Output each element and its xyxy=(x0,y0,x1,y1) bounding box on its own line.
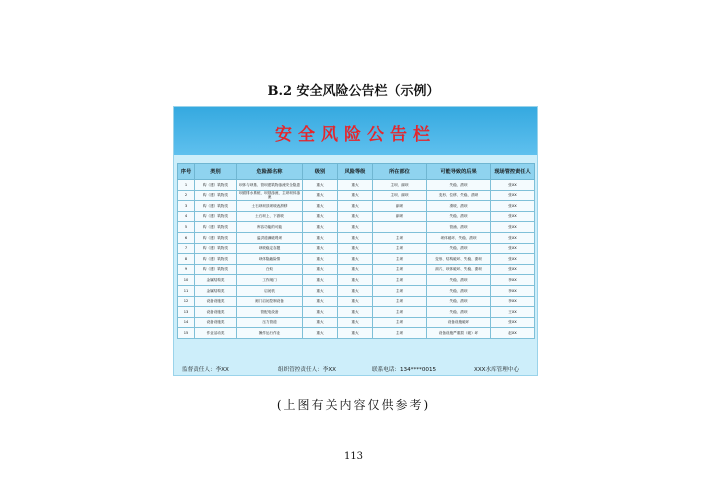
table-cell: 主坝 xyxy=(373,232,427,243)
table-cell: 构（建）筑物类 xyxy=(195,264,237,275)
table-cell: 15 xyxy=(178,328,195,339)
table-cell: 管配电设备 xyxy=(237,307,303,318)
table-cell: 设备设施类 xyxy=(195,307,237,318)
table-cell: 重大 xyxy=(303,254,338,265)
table-cell: 重大 xyxy=(338,275,373,286)
table-cell: 库容功能的可能 xyxy=(237,222,303,233)
table-cell: 1 xyxy=(178,180,195,191)
table-cell: 构（建）筑物类 xyxy=(195,190,237,201)
table-cell: 6 xyxy=(178,232,195,243)
table-cell: 失稳、溃坝 xyxy=(427,211,491,222)
table-row xyxy=(178,222,535,233)
table-cell: 重大 xyxy=(303,285,338,296)
table-cell: 主坝 xyxy=(373,317,427,328)
table-cell: 重大 xyxy=(338,307,373,318)
table-cell: 9 xyxy=(178,264,195,275)
phone-text: 联系电话：134****0015 xyxy=(372,367,437,373)
table-row xyxy=(178,285,535,296)
column-header: 类别 xyxy=(195,164,237,180)
table-cell: 重大 xyxy=(303,232,338,243)
table-cell: 压力管道 xyxy=(237,317,303,328)
table-cell: 坝坡稳定存题 xyxy=(237,243,303,254)
table-row xyxy=(178,232,535,243)
table-cell: 重大 xyxy=(338,243,373,254)
table-cell: 张XX xyxy=(491,180,535,191)
table-cell: 失稳、溃坝 xyxy=(427,307,491,318)
table-cell: 重大 xyxy=(338,296,373,307)
table-cell: 5 xyxy=(178,222,195,233)
column-header: 所在部位 xyxy=(373,164,427,180)
table-cell: 李XX xyxy=(491,296,535,307)
table-cell: 张XX xyxy=(491,243,535,254)
table-cell: 坝体与坝基、管坝建筑物渗流安全隐患 xyxy=(237,180,303,191)
table-cell: 11 xyxy=(178,285,195,296)
organizer-text: 组织管控责任人：李XX xyxy=(278,367,337,373)
table-cell: 3 xyxy=(178,201,195,212)
table-cell: 张XX xyxy=(491,317,535,328)
table-cell: 构（建）筑物类 xyxy=(195,222,237,233)
board-title: 安全风险公告栏 xyxy=(275,125,436,145)
table-cell: 12 xyxy=(178,296,195,307)
table-cell: 13 xyxy=(178,307,195,318)
table-cell: 重大 xyxy=(338,180,373,191)
column-header: 级别 xyxy=(303,164,338,180)
table-cell: 启闭机 xyxy=(237,285,303,296)
table-cell: 张XX xyxy=(491,264,535,275)
table-cell: 4 xyxy=(178,211,195,222)
table-cell: 张XX xyxy=(491,201,535,212)
organization-text: XXX水库管理中心 xyxy=(474,367,520,373)
table-cell: 重大 xyxy=(338,317,373,328)
table-cell: 重大 xyxy=(338,232,373,243)
table-cell: 设备设施严重损（破）坏 xyxy=(427,328,491,339)
table-cell: 构（建）筑物类 xyxy=(195,180,237,191)
table-cell: 构（建）筑物类 xyxy=(195,232,237,243)
table-cell: 重大 xyxy=(338,254,373,265)
table-row xyxy=(178,275,535,286)
column-header: 现场管控责任人 xyxy=(491,164,535,180)
table-cell: 主坝 xyxy=(373,264,427,275)
table-cell: 滑坡、溃坝 xyxy=(427,201,491,212)
table-cell: 张XX xyxy=(491,254,535,265)
table-cell: 主坝 xyxy=(373,328,427,339)
table-cell: 7 xyxy=(178,243,195,254)
table-cell: 主坝 xyxy=(373,307,427,318)
table-row xyxy=(178,254,535,265)
table-cell: 金属结构类 xyxy=(195,285,237,296)
table-cell: 坝面排水系统、坝基渗流、主坝坝体渗流 xyxy=(237,190,303,201)
table-cell: 副坝 xyxy=(373,201,427,212)
table-cell: 14 xyxy=(178,317,195,328)
table-cell: 失稳、溃坝 xyxy=(427,180,491,191)
supervisor-text: 监督责任人：李XX xyxy=(182,367,229,373)
table-cell: 王XX xyxy=(491,307,535,318)
table-cell: 重大 xyxy=(338,201,373,212)
column-header: 危险源名称 xyxy=(237,164,303,180)
table-cell: 副坝 xyxy=(373,211,427,222)
table-cell: 重大 xyxy=(338,211,373,222)
table-cell: 构（建）筑物类 xyxy=(195,243,237,254)
table-cell: 构（建）筑物类 xyxy=(195,211,237,222)
table-cell: 失稳、溃坝 xyxy=(427,285,491,296)
table-cell: 张XX xyxy=(491,222,535,233)
table-cell: 失稳、溃坝 xyxy=(427,275,491,286)
table-cell: 主坝 xyxy=(373,243,427,254)
table-cell: 主坝 xyxy=(373,275,427,286)
page-heading: B.2 安全风险公告栏（示例） xyxy=(267,84,440,99)
board-header xyxy=(174,107,537,155)
table-cell: 构（建）筑物类 xyxy=(195,254,237,265)
table-row xyxy=(178,190,535,201)
table-cell: 设备设施类 xyxy=(195,296,237,307)
table-cell: 重大 xyxy=(303,275,338,286)
table-cell xyxy=(373,222,427,233)
table-cell: 重大 xyxy=(303,201,338,212)
table-cell: 主坝、副坝 xyxy=(373,180,427,191)
table-cell: 闸门启闭控制设备 xyxy=(237,296,303,307)
table-cell: 主坝 xyxy=(373,285,427,296)
table-cell: 坝体隐蔽险情 xyxy=(237,254,303,265)
table-cell: 重大 xyxy=(303,296,338,307)
table-cell: 作业活动类 xyxy=(195,328,237,339)
table-row xyxy=(178,201,535,212)
table-row xyxy=(178,264,535,275)
table-cell: 洞穴、坝体破坏、失稳、溃坝 xyxy=(427,264,491,275)
table-cell: 主坝 xyxy=(373,254,427,265)
table-cell: 变形、位移、失稳、溃坝 xyxy=(427,190,491,201)
table-cell: 管涌、溃坝 xyxy=(427,222,491,233)
table-cell: 坝体破坏、失稳、溃坝 xyxy=(427,232,491,243)
table-cell: 重大 xyxy=(303,243,338,254)
table-header-row xyxy=(178,164,535,180)
table-cell: 重大 xyxy=(338,328,373,339)
table-cell: 土石坝坝顶坝坡表滑移 xyxy=(237,201,303,212)
table-cell: 重大 xyxy=(303,190,338,201)
table-cell: 张XX xyxy=(491,190,535,201)
table-cell: 重大 xyxy=(303,317,338,328)
page-number: 113 xyxy=(343,451,364,462)
table-cell: 张XX xyxy=(491,211,535,222)
table-cell: 失稳、溃坝 xyxy=(427,296,491,307)
table-row xyxy=(178,328,535,339)
table-cell: 重大 xyxy=(303,180,338,191)
table-cell: 重大 xyxy=(303,222,338,233)
column-header: 风险等级 xyxy=(338,164,373,180)
table-cell: 重大 xyxy=(303,211,338,222)
table-cell: 张XX xyxy=(491,232,535,243)
table-cell: 重大 xyxy=(303,328,338,339)
column-header: 序号 xyxy=(178,164,195,180)
risk-bulletin-board xyxy=(173,106,538,376)
table-cell: 设备设施破坏 xyxy=(427,317,491,328)
table-cell: 土石坝上、下游坡 xyxy=(237,211,303,222)
table-cell: 工作闸门 xyxy=(237,275,303,286)
table-cell: 设备设施类 xyxy=(195,317,237,328)
table-cell: 变形、结构破坏、失稳、溃坝 xyxy=(427,254,491,265)
table-row xyxy=(178,296,535,307)
table-cell: 操作运行作业 xyxy=(237,328,303,339)
table-row xyxy=(178,211,535,222)
table-cell: 重大 xyxy=(338,190,373,201)
table-cell: 李XX xyxy=(491,275,535,286)
table-cell: 构（建）筑物类 xyxy=(195,201,237,212)
table-cell: 10 xyxy=(178,275,195,286)
table-cell: 重大 xyxy=(303,264,338,275)
table-row xyxy=(178,307,535,318)
risk-table xyxy=(177,163,535,339)
table-row xyxy=(178,180,535,191)
table-cell: 重大 xyxy=(338,264,373,275)
table-cell: 溢洪道满破堤坝 xyxy=(237,232,303,243)
table-cell: 8 xyxy=(178,254,195,265)
table-cell: 赵XX xyxy=(491,328,535,339)
table-cell: 重大 xyxy=(303,307,338,318)
table-cell: 失稳、溃坝 xyxy=(427,243,491,254)
table-row xyxy=(178,317,535,328)
table-row xyxy=(178,243,535,254)
table-cell: 李XX xyxy=(491,285,535,296)
table-cell: 主坝 xyxy=(373,296,427,307)
table-cell: 重大 xyxy=(338,222,373,233)
table-cell: 金属结构类 xyxy=(195,275,237,286)
caption-note: (上图有关内容仅供参考) xyxy=(276,398,431,412)
table-cell: 2 xyxy=(178,190,195,201)
column-header: 可能导致的后果 xyxy=(427,164,491,180)
table-cell: 主坝、副坝 xyxy=(373,190,427,201)
table-cell: 重大 xyxy=(338,285,373,296)
table-cell: 白蚁 xyxy=(237,264,303,275)
